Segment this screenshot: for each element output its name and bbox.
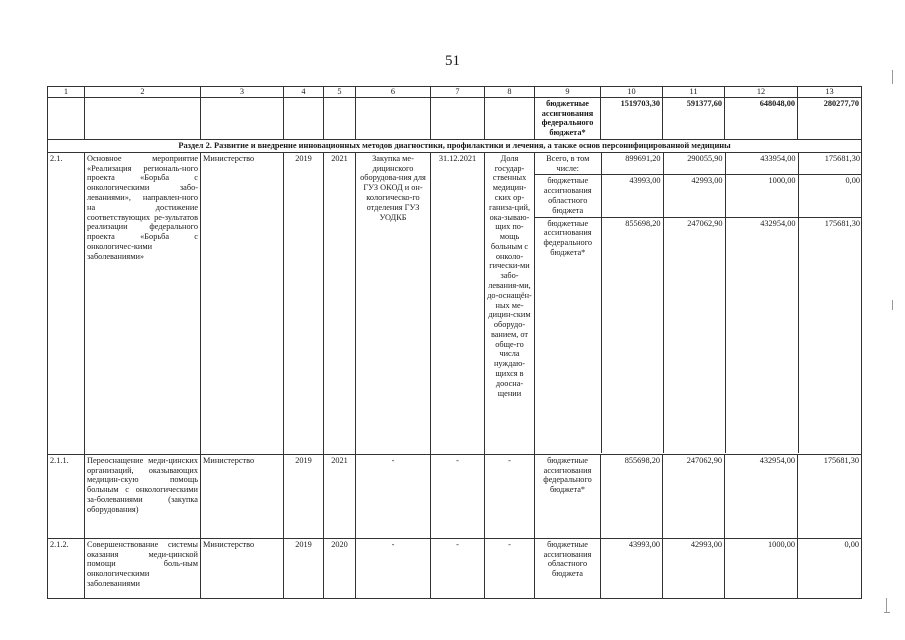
cell-2020: 433954,00 bbox=[725, 153, 798, 175]
cell-2021: 175681,30 bbox=[798, 217, 862, 453]
table-row bbox=[48, 538, 862, 598]
cell-total: 855698,20 bbox=[601, 454, 663, 538]
scan-mark bbox=[892, 300, 893, 310]
page-number: 51 bbox=[445, 53, 460, 69]
cell-2021: 280277,70 bbox=[798, 97, 862, 139]
cell-activity-name: Переоснащение меди-цинских организаций, оказывающих медицин-скую помощь больным с онкологическими за-болеваниями (закупка оборудования) bbox=[85, 454, 201, 538]
cell-2019: 42993,00 bbox=[663, 538, 725, 598]
col-header: 10 bbox=[601, 87, 663, 98]
cell-total: 855698,20 bbox=[601, 217, 663, 453]
cell-indicator: - bbox=[485, 454, 535, 538]
cell-end-year: 2020 bbox=[324, 538, 356, 598]
col-header: 13 bbox=[798, 87, 862, 98]
cell-end-year: 2021 bbox=[324, 454, 356, 538]
table-row bbox=[48, 454, 862, 538]
cell-funding-source: бюджетные ассигнования федерального бюджета* bbox=[535, 97, 601, 139]
funding-subtable bbox=[535, 153, 862, 453]
cell-2019: 247062,90 bbox=[663, 217, 725, 453]
cell-funding-source: бюджетные ассигнования областного бюджета bbox=[535, 538, 601, 598]
cell-deadline: 31.12.2021 bbox=[431, 152, 485, 454]
col-header: 9 bbox=[535, 87, 601, 98]
cell-indicator: - bbox=[485, 538, 535, 598]
col-header: 2 bbox=[85, 87, 201, 98]
table-row bbox=[48, 152, 862, 454]
section-row bbox=[48, 139, 862, 152]
cell-start-year: 2019 bbox=[284, 454, 324, 538]
cell-2021: 0,00 bbox=[798, 538, 862, 598]
scan-mark bbox=[892, 70, 893, 84]
cell-2020: 432954,00 bbox=[725, 217, 798, 453]
cell-2021: 175681,30 bbox=[824, 153, 860, 163]
cell-total: 899691,20 bbox=[601, 153, 663, 175]
cell-total: 43993,00 bbox=[601, 538, 663, 598]
cell-deadline: - bbox=[431, 454, 485, 538]
cell-executor: Министерство bbox=[201, 152, 284, 454]
cell-start-year: 2019 bbox=[284, 538, 324, 598]
col-header: 11 bbox=[663, 87, 725, 98]
funding-subtable-cell bbox=[535, 152, 862, 454]
cell-2020: 648048,00 bbox=[725, 97, 798, 139]
cell-event: - bbox=[356, 538, 431, 598]
col-header: 3 bbox=[201, 87, 284, 98]
col-header: 6 bbox=[356, 87, 431, 98]
cell-event: - bbox=[356, 454, 431, 538]
cell-funding-source: бюджетные ассигнования федерального бюджета* bbox=[535, 217, 601, 453]
col-header: 1 bbox=[48, 87, 85, 98]
cell-total: 1519703,30 bbox=[601, 97, 663, 139]
cell-2019: 247062,90 bbox=[663, 454, 725, 538]
cell-indicator: Доля государ-ственных медицин-ских ор-ганиза-ций, ока-зываю-щих по-мощь больным с онколо-гически-ми забо-левания-ми, до-оснащён-ных ме-дицин-ским оборудо-ванием, от обще-го числа нуждаю-щихся в доосна-щении bbox=[485, 152, 535, 454]
cell-2021: 0,00 bbox=[798, 175, 862, 217]
section-title: Раздел 2. Развитие и внедрение инновационных методов диагностики, профилактики и лечения, а также основ персонифицированной медицины bbox=[48, 139, 862, 152]
cell-event: Закупка ме-дицинского оборудова-ния для ГУЗ ОКОД и он-кологическо-го отделения ГУЗ УОДКБ bbox=[356, 152, 431, 454]
cell-2021: 175681,30 bbox=[798, 454, 862, 538]
cell-funding-source: Всего, в том числе: bbox=[535, 153, 601, 175]
col-header: 5 bbox=[324, 87, 356, 98]
funding-row-federal bbox=[535, 217, 862, 453]
program-table bbox=[47, 86, 862, 599]
cell-deadline: - bbox=[431, 538, 485, 598]
cell-funding-source: бюджетные ассигнования федерального бюджета* bbox=[535, 454, 601, 538]
cell-funding-source: бюджетные ассигнования областного бюджета bbox=[535, 175, 601, 217]
continuation-row bbox=[48, 97, 862, 139]
funding-row-regional bbox=[535, 175, 862, 217]
cell-2019: 290055,90 bbox=[663, 153, 725, 175]
cell-end-year: 2021 bbox=[324, 152, 356, 454]
column-number-row bbox=[48, 87, 862, 98]
col-header: 7 bbox=[431, 87, 485, 98]
cell-number: 2.1.1. bbox=[48, 454, 85, 538]
cell-executor: Министерство bbox=[201, 538, 284, 598]
cell-number: 2.1.2. bbox=[48, 538, 85, 598]
scan-mark bbox=[886, 598, 887, 612]
scan-mark bbox=[884, 612, 890, 613]
cell-activity-name: Основное мероприятие «Реализация региональ-ного проекта «Борьба с онкологическими забо-леваниями», направлен-ного на достижение соответствующих ре-зультатов реализации федерального проекта «Борьба с онкологичес-кими заболеваниями» bbox=[85, 152, 201, 454]
col-header: 4 bbox=[284, 87, 324, 98]
cell-2019: 42993,00 bbox=[663, 175, 725, 217]
cell-total: 43993,00 bbox=[601, 175, 663, 217]
cell-executor: Министерство bbox=[201, 454, 284, 538]
cell-2020: 432954,00 bbox=[725, 454, 798, 538]
col-header: 8 bbox=[485, 87, 535, 98]
cell-number: 2.1. bbox=[48, 152, 85, 454]
cell-activity-name: Совершенствование системы оказания меди-цинской помощи боль-ным онкологическими заболеваниями bbox=[85, 538, 201, 598]
cell-2020: 1000,00 bbox=[725, 175, 798, 217]
cell-start-year: 2019 bbox=[284, 152, 324, 454]
cell-2020: 1000,00 bbox=[725, 538, 798, 598]
col-header: 12 bbox=[725, 87, 798, 98]
funding-row-total bbox=[535, 153, 862, 175]
cell-2019: 591377,60 bbox=[663, 97, 725, 139]
